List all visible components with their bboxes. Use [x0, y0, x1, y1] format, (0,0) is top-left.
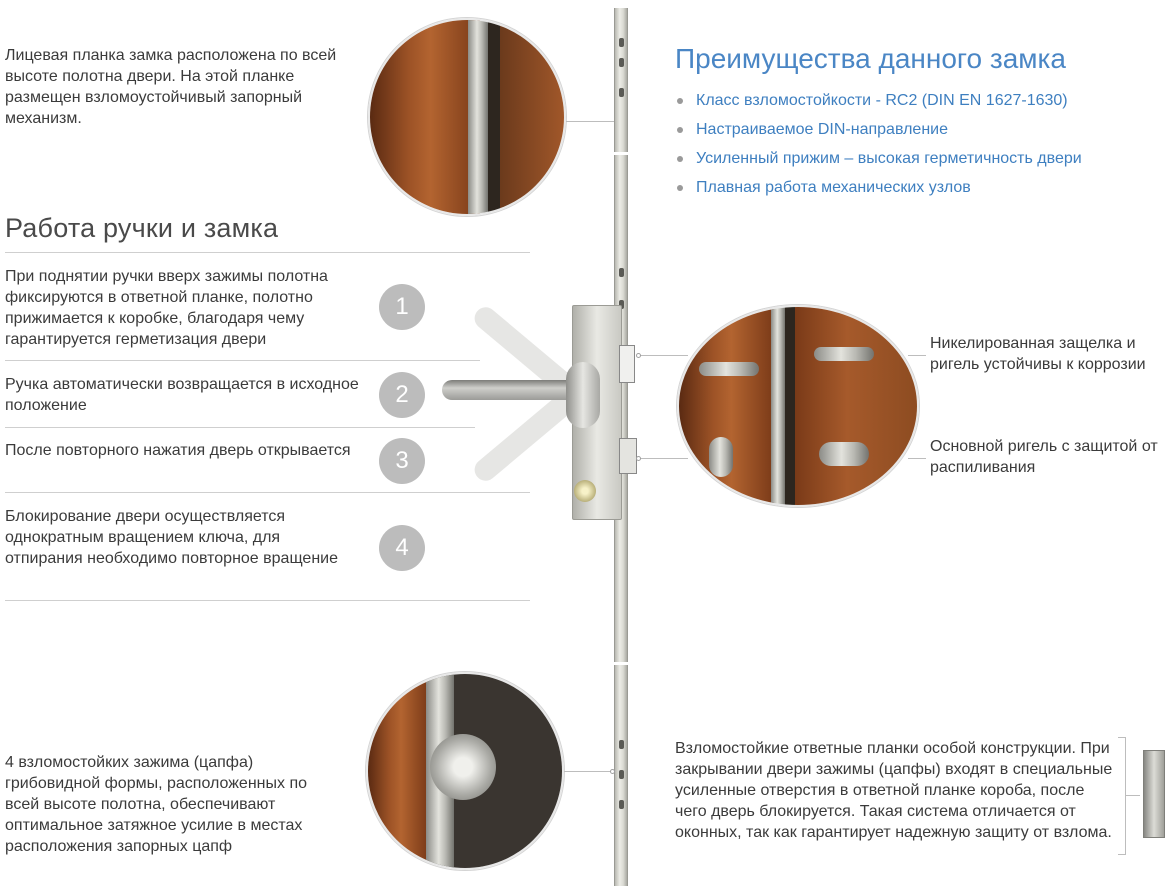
divider	[5, 492, 530, 493]
advantage-item: Настраиваемое DIN-направление	[675, 119, 1082, 148]
bolt-description: Основной ригель с защитой от распиливания	[930, 438, 1158, 476]
latch-photo	[677, 305, 919, 507]
connector-line	[908, 458, 926, 459]
strip-hole	[619, 88, 624, 97]
strike-plate-image	[1143, 750, 1165, 838]
step-2-badge: 2	[379, 372, 425, 418]
deadbolt	[619, 438, 637, 474]
handle-rose	[566, 362, 600, 428]
bracket-line	[1118, 737, 1126, 855]
strip-hole	[619, 770, 624, 779]
connector-line	[564, 771, 614, 772]
connector-line	[638, 355, 688, 356]
advantage-item: Класс взломостойкости - RC2 (DIN EN 1627-1630)	[675, 90, 1082, 119]
latch-description: Никелированная защелка и ригель устойчивы к коррозии	[930, 335, 1146, 373]
latch	[619, 345, 635, 383]
strip-hole	[619, 268, 624, 277]
divider	[5, 600, 530, 601]
connector-dot	[636, 456, 641, 461]
strip-joint	[612, 662, 630, 665]
connector-line	[566, 121, 614, 122]
strip-hole	[619, 800, 624, 809]
locking-cam-photo	[366, 672, 564, 870]
faceplate-photo	[368, 18, 566, 216]
step-4-text: Блокирование двери осуществляется однократным вращением ключа, для отпирания необходимо повторное вращение	[5, 508, 338, 567]
advantage-item: Усиленный прижим – высокая герметичность двери	[675, 148, 1082, 177]
connector-line	[638, 458, 688, 459]
divider	[5, 427, 475, 428]
connector-dot	[610, 769, 615, 774]
strike-plates-description: Взломостойкие ответные планки особой конструкции. При закрывании двери зажимы (цапфы) входят в специальные усиленные отверстия в ответной планке короба, после чего дверь блокируется. Такая система отличается от оконных, так как гарантирует надежную защиту от взлома.	[675, 740, 1113, 841]
advantages-list	[675, 90, 1082, 206]
step-3-badge: 3	[379, 438, 425, 484]
key-cylinder	[574, 480, 596, 502]
strip-joint	[612, 152, 630, 155]
step-1-badge: 1	[379, 284, 425, 330]
strip-hole	[619, 38, 624, 47]
step-2-text: Ручка автоматически возвращается в исходное положение	[5, 376, 359, 414]
step-3-text: После повторного нажатия дверь открывается	[5, 442, 351, 459]
strip-hole	[619, 740, 624, 749]
step-1-text: При поднятии ручки вверх зажимы полотна фиксируются в ответной планке, полотно прижимается к коробке, благодаря чему гарантируется герметизация двери	[5, 268, 328, 348]
connector-dot	[636, 353, 641, 358]
advantages-title: Преимущества данного замка	[675, 43, 1066, 74]
section-heading: Работа ручки и замка	[5, 213, 279, 243]
connector-line	[908, 355, 926, 356]
advantage-item: Плавная работа механических узлов	[675, 177, 1082, 206]
divider	[5, 360, 480, 361]
step-4-badge: 4	[379, 525, 425, 571]
divider	[5, 252, 530, 253]
strip-hole	[619, 58, 624, 67]
faceplate-description: Лицевая планка замка расположена по всей высоте полотна двери. На этой планке размещен взломоустойчивый запорный механизм.	[5, 47, 337, 127]
connector-line	[1126, 795, 1140, 796]
locking-cams-description: 4 взломостойких зажима (цапфа) грибовидной формы, расположенных по всей высоте полотна, обеспечивают оптимальное затяжное усилие в местах расположения запорных цапф	[5, 754, 307, 855]
